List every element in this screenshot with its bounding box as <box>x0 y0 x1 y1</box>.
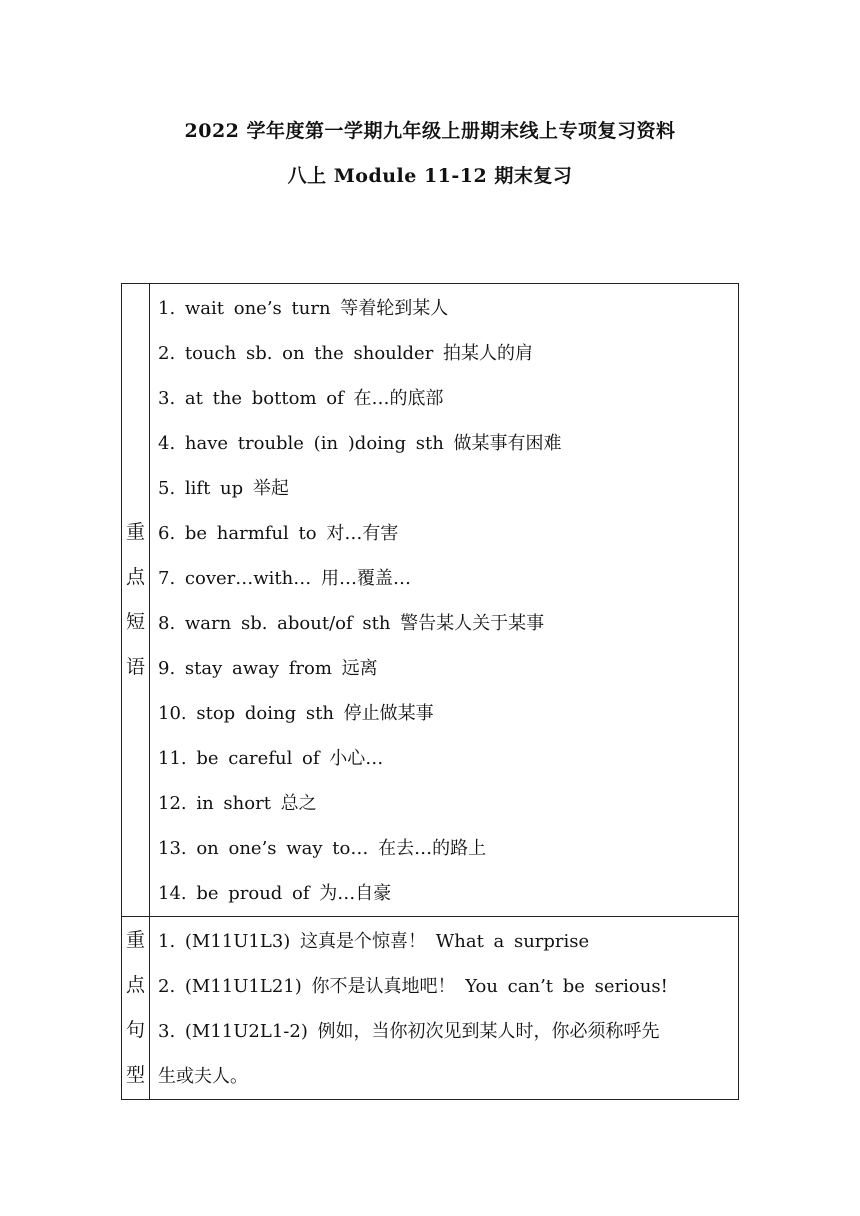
sentence-item: 生或夫人。 <box>158 1066 248 1087</box>
category-char: 重 <box>125 521 145 543</box>
phrase-item: 5. lift up 举起 <box>158 478 289 499</box>
phrases-category <box>122 284 150 917</box>
phrase-item: 2. touch sb. on the shoulder 拍某人的肩 <box>158 343 534 364</box>
category-char: 短 <box>125 611 145 633</box>
category-char: 点 <box>125 974 145 996</box>
phrases-list <box>150 284 739 917</box>
phrase-item: 14. be proud of 为…自豪 <box>158 883 392 904</box>
phrase-item: 7. cover…with… 用…覆盖… <box>158 568 411 589</box>
sentence-item: 3. (M11U2L1-2) 例如，当你初次见到某人时，你必须称呼先 <box>158 1021 660 1042</box>
category-char: 点 <box>125 566 145 588</box>
phrase-item: 1. wait one’s turn 等着轮到某人 <box>158 298 449 319</box>
sentences-section <box>122 917 739 1100</box>
sentence-item: 1. (M11U1L3) 这真是个惊喜！ What a surprise <box>158 931 590 952</box>
phrase-item: 9. stay away from 远离 <box>158 658 378 679</box>
phrase-item: 4. have trouble (in )doing sth 做某事有困难 <box>158 433 562 454</box>
document-title: 2022 学年度第一学期九年级上册期末线上专项复习资料 <box>184 120 676 142</box>
phrase-item: 10. stop doing sth 停止做某事 <box>158 703 434 724</box>
sentences-list <box>150 917 739 1100</box>
phrase-item: 11. be careful of 小心… <box>158 748 384 769</box>
phrases-section <box>122 284 739 917</box>
category-char: 句 <box>125 1019 145 1041</box>
sentence-item: 2. (M11U1L21) 你不是认真地吧！ You can’t be serious! <box>158 976 668 997</box>
phrase-item: 12. in short 总之 <box>158 793 317 814</box>
sentences-category <box>122 917 150 1100</box>
document-subtitle: 八上 Module 11-12 期末复习 <box>287 165 573 187</box>
category-char: 型 <box>125 1064 145 1086</box>
phrase-item: 8. warn sb. about/of sth 警告某人关于某事 <box>158 613 545 634</box>
category-char: 语 <box>125 656 145 678</box>
category-char: 重 <box>125 929 145 951</box>
phrase-item: 3. at the bottom of 在…的底部 <box>158 388 444 409</box>
phrase-item: 13. on one’s way to… 在去…的路上 <box>158 838 487 859</box>
review-table <box>121 283 739 1100</box>
phrase-item: 6. be harmful to 对…有害 <box>158 523 399 544</box>
